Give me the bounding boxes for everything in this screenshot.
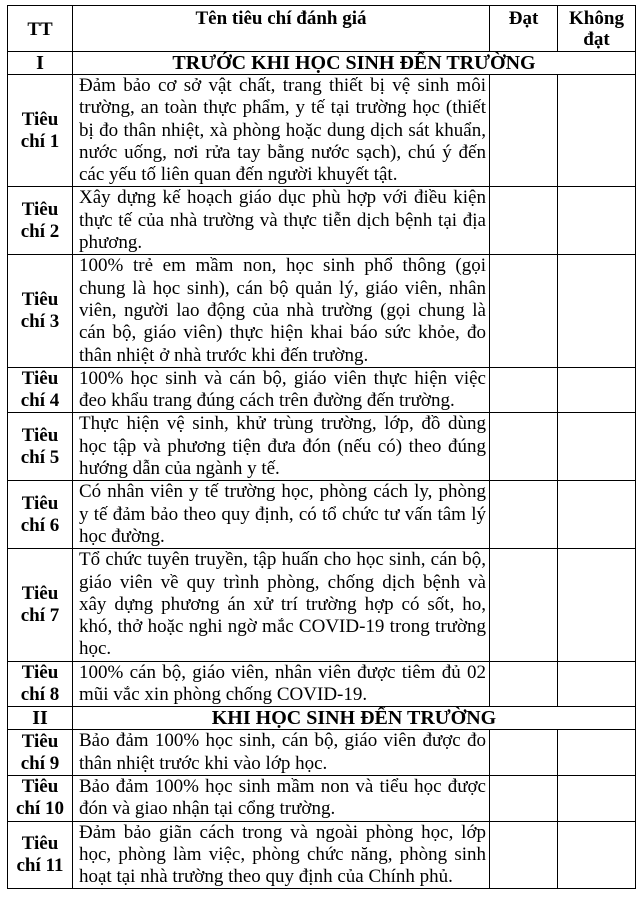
pass-cell [490, 775, 558, 821]
section-title: KHI HỌC SINH ĐẾN TRƯỜNG [73, 707, 636, 730]
criteria-label: Tiêu chí 7 [8, 549, 73, 661]
table-row [8, 413, 636, 481]
criteria-text: Bảo đảm 100% học sinh mầm non và tiểu học được đón và giao nhận tại cổng trường. [73, 775, 490, 821]
criteria-text: Có nhân viên y tế trường học, phòng cách ly, phòng y tế đảm bảo theo quy định, có tổ chức tư vấn tâm lý học đường. [73, 481, 490, 549]
pass-cell [490, 481, 558, 549]
section-row-1 [8, 52, 636, 75]
criteria-label: Tiêu chí 3 [8, 255, 73, 367]
table-row [8, 367, 636, 413]
criteria-label: Tiêu chí 8 [8, 661, 73, 707]
criteria-label: Tiêu chí 4 [8, 367, 73, 413]
fail-cell [558, 187, 636, 255]
table-row [8, 730, 636, 776]
table-row [8, 255, 636, 367]
pass-cell [490, 661, 558, 707]
criteria-label: Tiêu chí 11 [8, 821, 73, 889]
pass-cell [490, 75, 558, 187]
fail-cell [558, 775, 636, 821]
table-row [8, 187, 636, 255]
criteria-text: 100% học sinh và cán bộ, giáo viên thực hiện việc đeo khẩu trang đúng cách trên đường đến trường. [73, 367, 490, 413]
criteria-text: Đảm bảo cơ sở vật chất, trang thiết bị vệ sinh môi trường, an toàn thực phẩm, y tế tại trường học (thiết bị đo thân nhiệt, xà phòng hoặc dung dịch sát khuẩn, nước uống, nơi rửa tay bằng nước sạch), chú ý đến các yếu tố liên quan đến người khuyết tật. [73, 75, 490, 187]
column-header-pass: Đạt [490, 6, 558, 52]
criteria-text: 100% cán bộ, giáo viên, nhân viên được tiêm đủ 02 mũi vắc xin phòng chống COVID-19. [73, 661, 490, 707]
pass-cell [490, 549, 558, 661]
fail-cell [558, 730, 636, 776]
criteria-label: Tiêu chí 1 [8, 75, 73, 187]
pass-cell [490, 730, 558, 776]
table-row [8, 75, 636, 187]
table-row [8, 775, 636, 821]
criteria-label: Tiêu chí 5 [8, 413, 73, 481]
column-header-tt: TT [8, 6, 73, 52]
column-header-criteria: Tên tiêu chí đánh giá [73, 6, 490, 52]
column-header-fail: Không đạt [558, 6, 636, 52]
pass-cell [490, 255, 558, 367]
criteria-text: 100% trẻ em mầm non, học sinh phổ thông (gọi chung là học sinh), cán bộ quản lý, giáo viên, nhân viên, người lao động của nhà trường (gọi chung là cán bộ, giáo viên) thực hiện khai báo sức khỏe, đo thân nhiệt ở nhà trước khi đến trường. [73, 255, 490, 367]
section-number: I [8, 52, 73, 75]
criteria-label: Tiêu chí 10 [8, 775, 73, 821]
section-title: TRƯỚC KHI HỌC SINH ĐẾN TRƯỜNG [73, 52, 636, 75]
fail-cell [558, 481, 636, 549]
table-header-row [8, 6, 636, 52]
criteria-text: Tổ chức tuyên truyền, tập huấn cho học sinh, cán bộ, giáo viên về quy trình phòng, chống dịch bệnh và xây dựng phương án xử trí trường hợp có sốt, ho, khó, thở hoặc nghi ngờ mắc COVID-19 trong trường học. [73, 549, 490, 661]
fail-cell [558, 75, 636, 187]
table-row [8, 481, 636, 549]
table-row [8, 661, 636, 707]
fail-cell [558, 821, 636, 889]
criteria-label: Tiêu chí 6 [8, 481, 73, 549]
section-row-2 [8, 707, 636, 730]
pass-cell [490, 187, 558, 255]
criteria-text: Bảo đảm 100% học sinh, cán bộ, giáo viên được đo thân nhiệt trước khi vào lớp học. [73, 730, 490, 776]
fail-cell [558, 367, 636, 413]
criteria-text: Xây dựng kế hoạch giáo dục phù hợp với điều kiện thực tế của nhà trường và thực tiễn dịch bệnh tại địa phương. [73, 187, 490, 255]
criteria-text: Thực hiện vệ sinh, khử trùng trường, lớp, đồ dùng học tập và phương tiện đưa đón (nếu có) theo đúng hướng dẫn của ngành y tế. [73, 413, 490, 481]
fail-cell [558, 413, 636, 481]
fail-cell [558, 661, 636, 707]
pass-cell [490, 413, 558, 481]
pass-cell [490, 821, 558, 889]
table-row [8, 821, 636, 889]
fail-cell [558, 255, 636, 367]
criteria-label: Tiêu chí 9 [8, 730, 73, 776]
fail-cell [558, 549, 636, 661]
criteria-label: Tiêu chí 2 [8, 187, 73, 255]
table-row [8, 549, 636, 661]
pass-cell [490, 367, 558, 413]
criteria-text: Đảm bảo giãn cách trong và ngoài phòng học, lớp học, phòng làm việc, phòng chức năng, phòng sinh hoạt tại nhà trường theo quy định của Chính phủ. [73, 821, 490, 889]
section-number: II [8, 707, 73, 730]
evaluation-criteria-table [7, 5, 636, 889]
